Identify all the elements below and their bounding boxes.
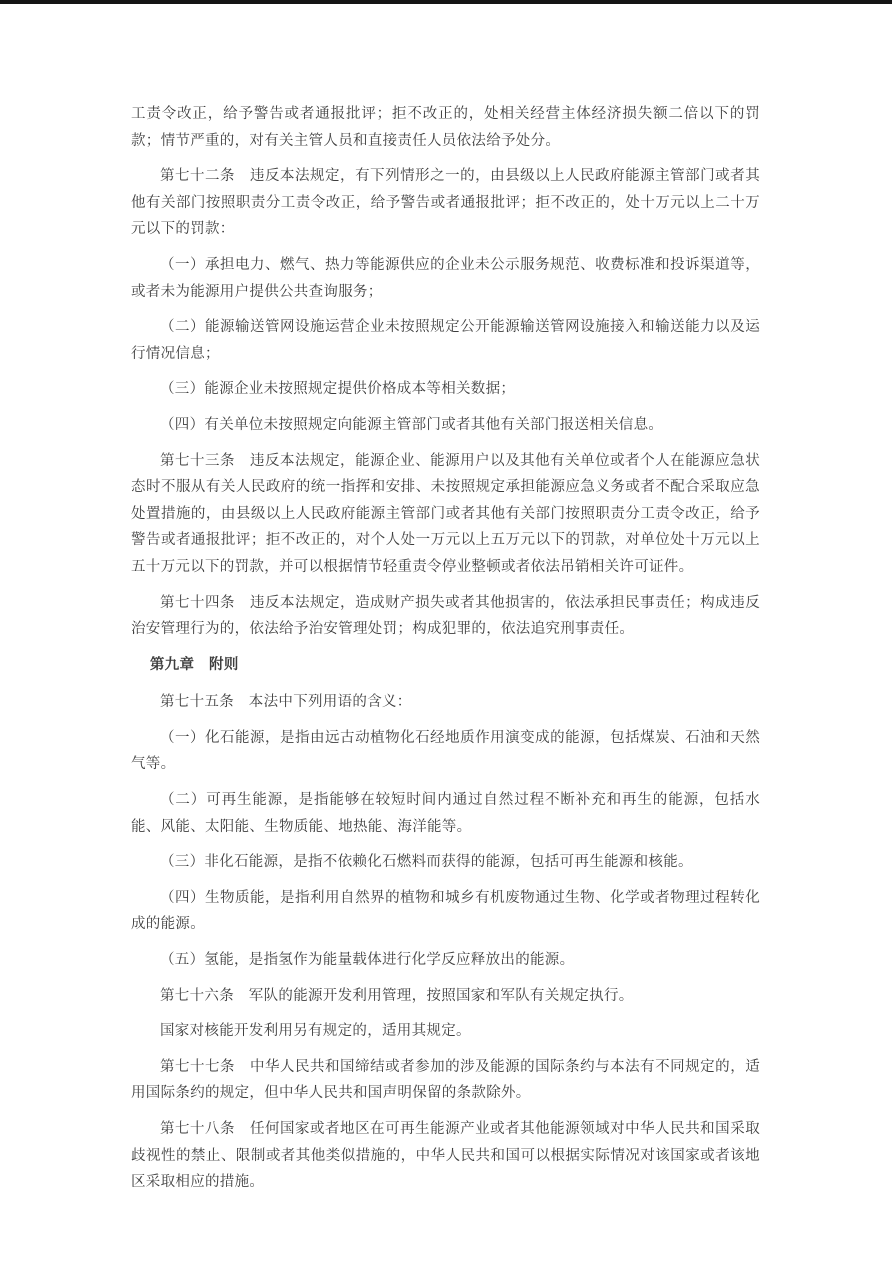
article-72-item-2: （二）能源输送管网设施运营企业未按照规定公开能源输送管网设施接入和输送能力以及运行情况信息；: [131, 319, 760, 362]
paragraph-article-78: 第七十八条 任何国家或者地区在可再生能源产业或者其他能源领域对中华人民共和国采取歧视性的禁止、限制或者其他类似措施的，中华人民共和国可以根据实际情况对该国家或者该地区采取相应的措施。: [131, 1121, 760, 1191]
paragraph-article-73: 第七十三条 违反本法规定，能源企业、能源用户以及其他有关单位或者个人在能源应急状态时不服从有关人民政府的统一指挥和安排、未按照规定承担能源应急义务或者不配合采取应急处置措施的，由县级以上人民政府能源主管部门或者其他有关部门按照职责分工责令改正，给予警告或者通报批评；拒不改正的，对个人处一万元以上五万元以下的罚款，对单位处十万元以上五十万元以下的罚款，并可以根据情节轻重责令停业整顿或者依法吊销相关许可证件。: [131, 452, 760, 575]
paragraph-article-77: 第七十七条 中华人民共和国缔结或者参加的涉及能源的国际条约与本法有不同规定的，适用国际条约的规定，但中华人民共和国声明保留的条款除外。: [131, 1058, 760, 1102]
paragraph-article-76-nuclear: 国家对核能开发利用另有规定的，适用其规定。: [160, 1023, 471, 1040]
paragraph-article-72: 第七十二条 违反本法规定，有下列情形之一的，由县级以上人民政府能源主管部门或者其他有关部门按照职责分工责令改正，给予警告或者通报批评；拒不改正的，处十万元以上二十万元以下的罚款：: [131, 168, 760, 238]
paragraph-article-75: 第七十五条 本法中下列用语的含义：: [160, 694, 412, 711]
definition-hydrogen-energy: （五）氢能，是指氢作为能量载体进行化学反应释放出的能源。: [160, 952, 575, 969]
document-body: [131, 101, 760, 1205]
definition-fossil-energy: （一）化石能源，是指由远古动植物化石经地质作用演变成的能源，包括煤炭、石油和天然气等。: [131, 729, 760, 773]
definition-non-fossil-energy: （三）非化石能源，是指不依赖化石燃料而获得的能源，包括可再生能源和核能。: [160, 854, 693, 871]
definition-biomass-energy: （四）生物质能，是指利用自然界的植物和城乡有机废物通过生物、化学或者物理过程转化成的能源。: [131, 889, 760, 933]
paragraph-article-74: 第七十四条 违反本法规定，造成财产损失或者其他损害的，依法承担民事责任；构成违反治安管理行为的，依法给予治安管理处罚；构成犯罪的，依法追究刑事责任。: [131, 594, 760, 638]
article-72-item-1: （一）承担电力、燃气、热力等能源供应的企业未公示服务规范、收费标准和投诉渠道等，或者未为能源用户提供公共查询服务；: [131, 256, 760, 300]
article-72-item-3: （三）能源企业未按照规定提供价格成本等相关数据；: [160, 381, 516, 398]
chapter-9-heading: 第九章 附则: [149, 656, 239, 673]
page-top-border: [0, 0, 892, 4]
paragraph-article-76: 第七十六条 军队的能源开发利用管理，按照国家和军队有关规定执行。: [160, 987, 634, 1004]
definition-renewable-energy: （二）可再生能源，是指能够在较短时间内通过自然过程不断补充和再生的能源，包括水能、风能、太阳能、生物质能、地热能、海洋能等。: [131, 792, 760, 835]
paragraph-article-71-continuation: 工责令改正，给予警告或者通报批评；拒不改正的，处相关经营主体经济损失额二倍以下的罚款；情节严重的，对有关主管人员和直接责任人员依法给予处分。: [131, 106, 760, 149]
article-72-item-4: （四）有关单位未按照规定向能源主管部门或者其他有关部门报送相关信息。: [160, 416, 664, 433]
